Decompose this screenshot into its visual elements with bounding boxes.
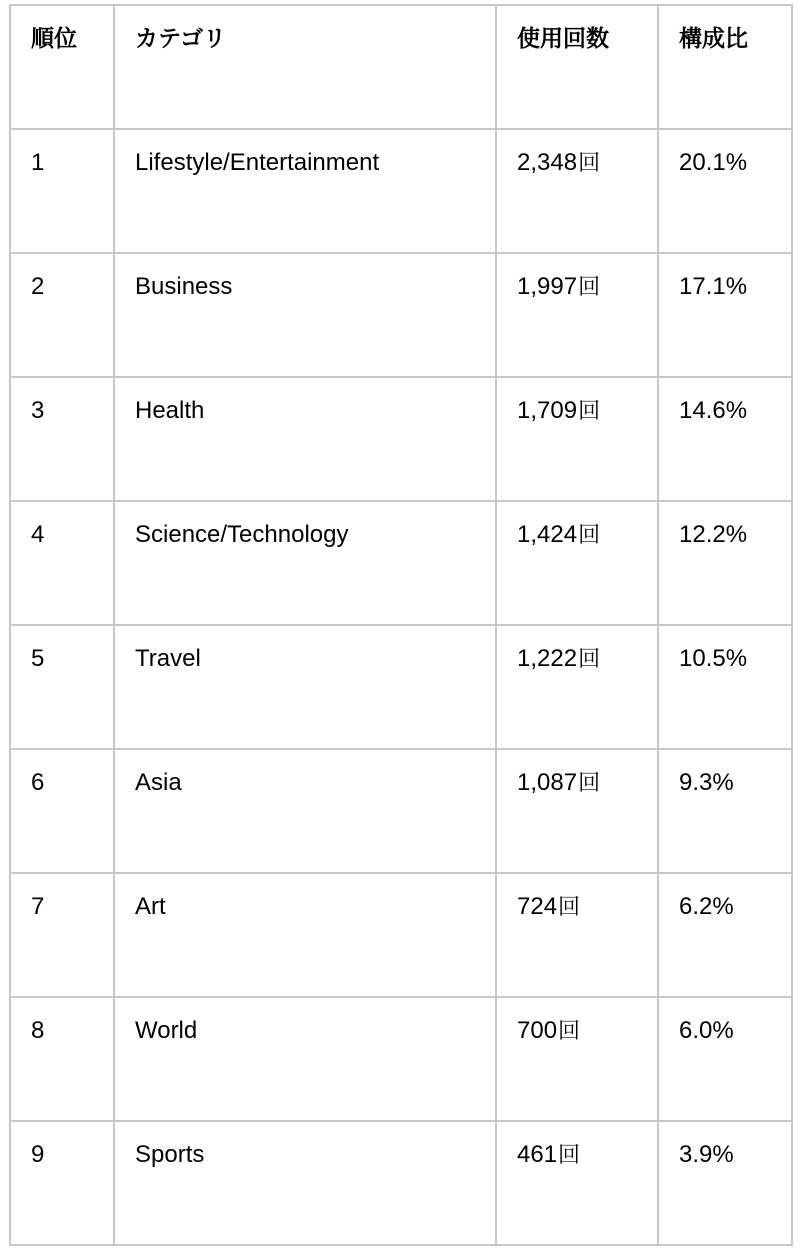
cell-share-text: 6.0%: [679, 1017, 734, 1044]
cell-share: [658, 253, 792, 377]
cell-category: [114, 625, 496, 749]
cell-share-text: 9.3%: [679, 769, 734, 796]
cell-share-text: 17.1%: [679, 273, 748, 300]
cell-rank: [10, 501, 114, 625]
table-row: [10, 129, 792, 253]
cell-rank-text: 4: [31, 521, 45, 548]
cell-share-text: 10.5%: [679, 645, 748, 672]
table-body: [10, 129, 792, 1245]
cell-count: [496, 377, 658, 501]
cell-share-text: 3.9%: [679, 1141, 734, 1168]
cell-rank-text: 1: [31, 149, 45, 176]
cell-count-text: 1,709: [517, 397, 578, 424]
table-row: [10, 1121, 792, 1245]
count-unit-glyph: 回: [558, 1019, 581, 1044]
table-row: [10, 253, 792, 377]
cell-share: [658, 749, 792, 873]
table-row: [10, 749, 792, 873]
cell-category: [114, 253, 496, 377]
cell-count: [496, 625, 658, 749]
table-row: [10, 501, 792, 625]
cell-category-text: Business: [135, 273, 233, 300]
cell-rank-text: 3: [31, 397, 45, 424]
cell-rank: [10, 377, 114, 501]
count-unit-glyph: 回: [578, 647, 601, 672]
table-header-row: [10, 5, 792, 129]
cell-count: [496, 749, 658, 873]
cell-count-text: 700: [517, 1017, 558, 1044]
cell-count-text: 1,087: [517, 769, 578, 796]
cell-rank: [10, 625, 114, 749]
cell-rank-text: 7: [31, 893, 45, 920]
header-count: 使用回数: [496, 5, 658, 129]
header-share: 構成比: [658, 5, 792, 129]
cell-category-text: Science/Technology: [135, 521, 349, 548]
count-unit-glyph: 回: [578, 151, 601, 176]
cell-share: [658, 625, 792, 749]
table-row: [10, 377, 792, 501]
cell-rank: [10, 129, 114, 253]
cell-share-text: 12.2%: [679, 521, 748, 548]
header-rank: 順位: [10, 5, 114, 129]
cell-count-text: 1,424: [517, 521, 578, 548]
cell-category-text: Travel: [135, 645, 201, 672]
cell-rank: [10, 253, 114, 377]
cell-count-text: 461: [517, 1141, 558, 1168]
cell-share-text: 6.2%: [679, 893, 734, 920]
cell-category: [114, 749, 496, 873]
count-unit-glyph: 回: [578, 275, 601, 300]
cell-share: [658, 997, 792, 1121]
count-unit-glyph: 回: [578, 399, 601, 424]
count-unit-glyph: 回: [578, 771, 601, 796]
cell-count-text: 1,997: [517, 273, 578, 300]
cell-category: [114, 377, 496, 501]
cell-category: [114, 501, 496, 625]
cell-share: [658, 501, 792, 625]
table-row: [10, 997, 792, 1121]
cell-category-text: Lifestyle/Entertainment: [135, 149, 380, 176]
cell-rank-text: 6: [31, 769, 45, 796]
cell-category: [114, 129, 496, 253]
cell-share-text: 14.6%: [679, 397, 748, 424]
cell-category-text: Art: [135, 893, 166, 920]
cell-category-text: Asia: [135, 769, 182, 796]
cell-category-text: World: [135, 1017, 198, 1044]
table-row: [10, 625, 792, 749]
cell-rank: [10, 1121, 114, 1245]
cell-count: [496, 501, 658, 625]
table-row: [10, 873, 792, 997]
cell-category-text: Sports: [135, 1141, 205, 1168]
count-unit-glyph: 回: [558, 1143, 581, 1168]
cell-category: [114, 997, 496, 1121]
cell-count-text: 1,222: [517, 645, 578, 672]
cell-rank: [10, 997, 114, 1121]
cell-rank: [10, 873, 114, 997]
cell-count: [496, 129, 658, 253]
cell-rank-text: 8: [31, 1017, 45, 1044]
cell-count-text: 724: [517, 893, 558, 920]
cell-share: [658, 873, 792, 997]
cell-category: [114, 873, 496, 997]
cell-count: [496, 997, 658, 1121]
cell-category-text: Health: [135, 397, 205, 424]
cell-share-text: 20.1%: [679, 149, 748, 176]
cell-count: [496, 253, 658, 377]
count-unit-glyph: 回: [558, 895, 581, 920]
header-category: カテゴリ: [114, 5, 496, 129]
cell-rank: [10, 749, 114, 873]
cell-share: [658, 1121, 792, 1245]
cell-share: [658, 377, 792, 501]
cell-count-text: 2,348: [517, 149, 578, 176]
cell-share: [658, 129, 792, 253]
cell-count: [496, 873, 658, 997]
cell-rank-text: 2: [31, 273, 45, 300]
count-unit-glyph: 回: [578, 523, 601, 548]
cell-category: [114, 1121, 496, 1245]
cell-rank-text: 9: [31, 1141, 45, 1168]
cell-rank-text: 5: [31, 645, 45, 672]
cell-count: [496, 1121, 658, 1245]
category-ranking-table: [9, 4, 793, 1246]
